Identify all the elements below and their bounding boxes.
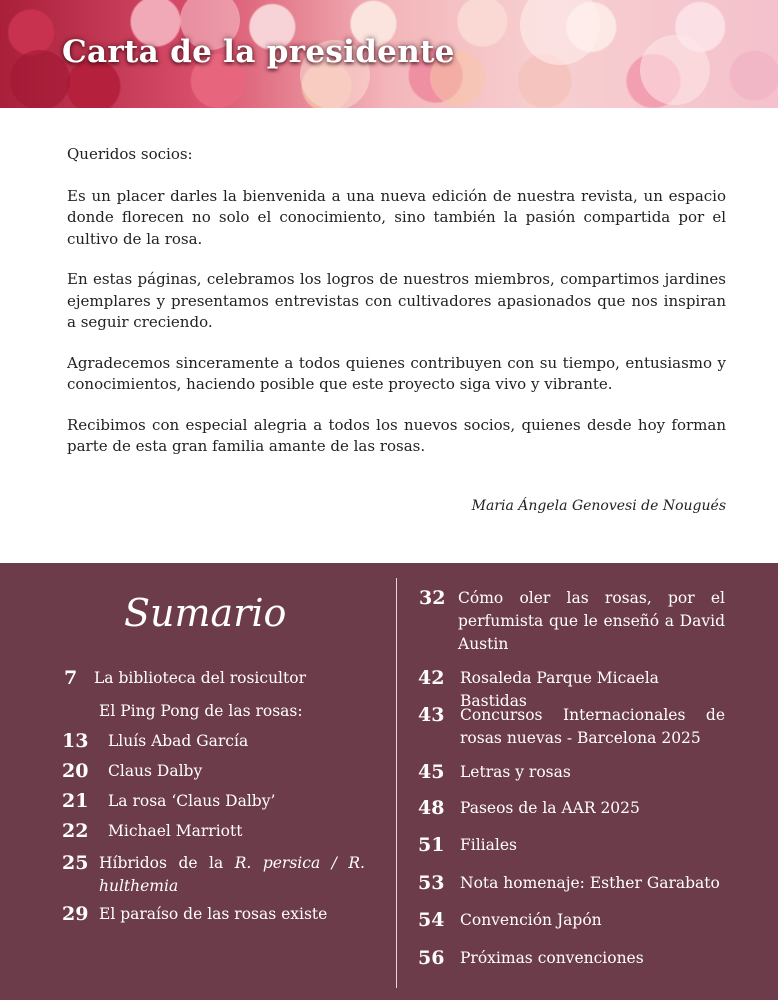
toc-entry[interactable] [62,760,362,783]
toc-entry-title: Michael Marriott [108,822,243,840]
toc-entry-title: Letras y rosas [460,763,571,781]
table-of-contents [0,563,778,1000]
toc-page-number: 20 [62,760,89,782]
letter-greeting: Queridos socios: [67,145,193,163]
toc-page-number: 42 [418,667,445,689]
toc-entry[interactable] [418,704,725,750]
toc-entry-title: El paraíso de las rosas existe [99,905,328,923]
toc-entry-title: Filiales [460,836,517,854]
toc-entry[interactable] [62,820,362,843]
toc-entry[interactable] [418,909,725,932]
toc-page-number: 54 [418,909,445,931]
toc-page-number: 32 [419,587,446,609]
toc-page-number: 13 [62,730,89,752]
president-letter [67,144,726,477]
toc-entry[interactable] [62,903,365,926]
header-banner [0,0,778,108]
toc-entry[interactable] [418,872,725,895]
toc-page-number: 53 [418,872,445,894]
letter-paragraph: Es un placer darles la bienvenida a una nueva edición de nuestra revista, un espacio donde florecen no solo el conocimiento, sino también la pasión compartida por el cultivo de la rosa. [67,186,726,248]
toc-entry-title: La rosa ‘Claus Dalby’ [108,792,276,810]
toc-page-number: 29 [62,903,89,925]
toc-page-number: 51 [418,834,445,856]
toc-entry-title: Claus Dalby [108,762,203,780]
letter-paragraph: Agradecemos sinceramente a todos quienes contribuyen con su tiempo, entusiasmo y conocimientos, haciendo posible que este proyecto siga vivo y vibrante. [67,353,726,393]
toc-page-number: 21 [62,790,89,812]
toc-entry[interactable] [62,852,365,898]
toc-entry-title: Cómo oler las rosas, por el perfumista que le enseñó a David Austin [458,589,725,653]
page-title: Carta de la presidente [62,34,455,70]
toc-entry-title: Lluís Abad García [108,732,249,750]
toc-entry-title-italic: R. persica / R. hulthemia [99,854,365,895]
toc-page-number: 43 [418,704,445,726]
toc-entry-title: Nota homenaje: Esther Garabato [460,874,720,892]
toc-entry-title: Próximas convenciones [460,949,644,967]
toc-entry-title: Paseos de la AAR 2025 [460,799,640,817]
rose-decoration [640,35,710,105]
toc-title: Sumario [124,591,287,635]
column-divider [396,578,397,988]
toc-entry[interactable] [64,667,364,690]
toc-page-number: 45 [418,761,445,783]
toc-entry[interactable] [418,834,725,857]
rose-decoration [520,0,600,65]
toc-entry[interactable] [418,947,725,970]
letter-paragraph: Recibimos con especial alegria a todos los nuevos socios, quienes desde hoy forman parte de esta gran familia amante de las rosas. [67,415,726,455]
toc-entry-title-text: Híbridos de la [99,854,235,872]
toc-entry-title: La biblioteca del rosicultor [94,669,306,687]
toc-page-number: 48 [418,797,445,819]
toc-entry[interactable] [418,797,725,820]
toc-entry-title: Concursos Internacionales de rosas nuevas - Barcelona 2025 [460,706,725,747]
toc-entry[interactable] [418,761,725,784]
toc-entry[interactable] [62,730,362,753]
toc-subheading: El Ping Pong de las rosas: [99,702,303,720]
toc-entry-title: Convención Japón [460,911,602,929]
toc-entry-title [99,852,365,898]
toc-page-number: 25 [62,852,89,874]
letter-paragraph: En estas páginas, celebramos los logros de nuestros miembros, compartimos jardines ejemplares y presentamos entrevistas con cultivadores apasionados que nos inspiran a seguir creciendo. [67,270,726,331]
rose-decoration [10,50,70,108]
toc-entry[interactable] [62,790,362,813]
letter-signature: Maria Ángela Genovesi de Nougués [471,498,726,514]
toc-entry-title: Rosaleda Parque Micaela Bastidas [460,669,659,710]
toc-entry[interactable] [419,587,725,656]
toc-page-number: 56 [418,947,445,969]
toc-page-number: 22 [62,820,89,842]
toc-page-number: 7 [64,667,78,689]
